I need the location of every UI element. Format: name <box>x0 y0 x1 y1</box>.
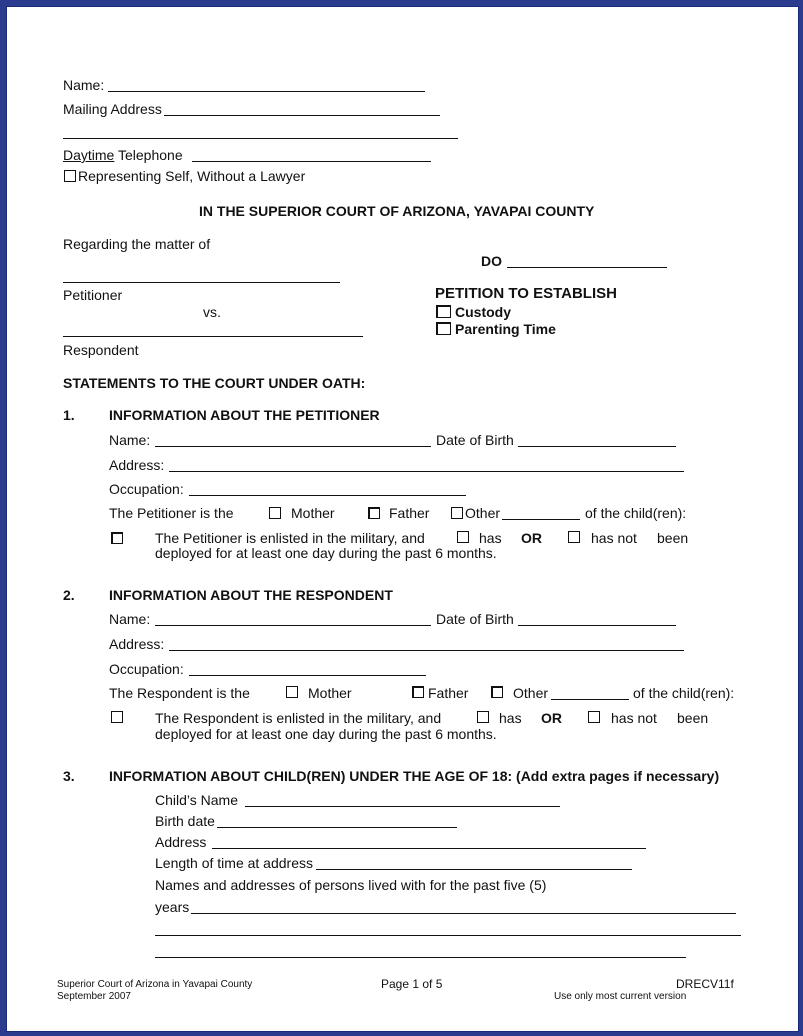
petitioner-has-not-checkbox[interactable] <box>568 531 580 543</box>
header-telephone-label <box>63 147 183 163</box>
respondent-father-label: Father <box>428 685 469 701</box>
petitioner-occupation-label: Occupation: <box>109 481 184 497</box>
petitioner-has-checkbox[interactable] <box>457 531 469 543</box>
footer-court-line1: Superior Court of Arizona in Yavapai County <box>57 979 253 990</box>
petitioner-father-label: Father <box>389 505 430 521</box>
petitioner-deployed-text: deployed for at least one day during the past 6 months. <box>155 545 497 561</box>
petitioner-military-checkbox[interactable] <box>111 532 123 544</box>
footer-page-number: Page 1 of 5 <box>381 977 443 991</box>
telephone-word: Telephone <box>118 147 183 163</box>
header-name-line[interactable] <box>108 91 425 92</box>
section3-heading: INFORMATION ABOUT CHILD(REN) UNDER THE AGE OF 18: (Add extra pages if necessary) <box>109 768 720 784</box>
length-at-address-label: Length of time at address <box>155 855 313 871</box>
representing-self-label: Representing Self, Without a Lawyer <box>78 168 306 184</box>
form-page <box>6 6 799 1032</box>
respondent-has-label: has <box>499 710 522 726</box>
petitioner-other-checkbox[interactable] <box>451 507 463 519</box>
respondent-deployed-text: deployed for at least one day during the past 6 months. <box>155 726 497 742</box>
respondent-address-field[interactable] <box>169 650 684 651</box>
petitioner-mother-checkbox[interactable] <box>269 507 281 519</box>
respondent-military-checkbox[interactable] <box>111 711 123 723</box>
vs-label: vs. <box>203 304 221 320</box>
respondent-occupation-field[interactable] <box>189 675 426 676</box>
respondent-mother-checkbox[interactable] <box>286 686 298 698</box>
respondent-name-field[interactable] <box>155 625 431 626</box>
custody-checkbox[interactable] <box>436 305 451 318</box>
child-birth-date-label: Birth date <box>155 813 215 829</box>
header-telephone-line[interactable] <box>192 161 431 162</box>
length-at-address-field[interactable] <box>316 869 632 870</box>
petitioner-mother-label: Mother <box>291 505 335 521</box>
petitioner-address-field[interactable] <box>169 471 684 472</box>
respondent-mother-label: Mother <box>308 685 352 701</box>
section1-number: 1. <box>63 407 75 423</box>
years-field-line-2[interactable] <box>155 935 741 936</box>
respondent-been-label: been <box>677 710 709 726</box>
statements-heading: STATEMENTS TO THE COURT UNDER OATH: <box>63 375 366 391</box>
petitioner-other-label: Other <box>465 505 501 521</box>
header-name-label: Name: <box>63 77 105 93</box>
petitioner-has-not-label: has not <box>591 530 637 546</box>
respondent-line[interactable] <box>63 336 363 337</box>
petitioner-been-label: been <box>657 530 689 546</box>
respondent-military-text: The Respondent is enlisted in the military, and <box>155 710 442 726</box>
childs-name-label: Child’s Name <box>155 792 238 808</box>
respondent-dob-label: Date of Birth <box>436 611 514 627</box>
respondent-other-field[interactable] <box>551 699 629 700</box>
respondent-name-label: Name: <box>109 611 151 627</box>
parenting-time-label: Parenting Time <box>455 321 556 337</box>
do-label: DO <box>481 253 502 269</box>
petitioner-address-label: Address: <box>109 457 165 473</box>
respondent-other-checkbox[interactable] <box>491 686 503 698</box>
child-address-label: Address <box>155 834 207 850</box>
representing-self-checkbox[interactable] <box>64 170 76 182</box>
footer-version-note: Use only most current version <box>554 991 687 1002</box>
petitioner-dob-field[interactable] <box>518 446 676 447</box>
years-field-line-3[interactable] <box>155 957 686 958</box>
respondent-label: Respondent <box>63 342 139 358</box>
respondent-occupation-label: Occupation: <box>109 661 184 677</box>
petitioner-name-field[interactable] <box>155 446 431 447</box>
section3-number: 3. <box>63 768 75 784</box>
parenting-time-checkbox[interactable] <box>436 322 451 335</box>
petitioner-or-label: OR <box>521 530 542 546</box>
respondent-dob-field[interactable] <box>518 625 676 626</box>
childs-name-field[interactable] <box>245 806 560 807</box>
child-birth-date-field[interactable] <box>217 827 457 828</box>
court-title: IN THE SUPERIOR COURT OF ARIZONA, YAVAPAI COUNTY <box>199 203 595 219</box>
petitioner-role-intro: The Petitioner is the <box>109 505 234 521</box>
petitioner-has-label: has <box>479 530 502 546</box>
custody-label: Custody <box>455 304 511 320</box>
daytime-word: Daytime <box>63 147 115 163</box>
petition-title: PETITION TO ESTABLISH <box>435 285 617 302</box>
years-label: years <box>155 899 190 915</box>
petitioner-dob-label: Date of Birth <box>436 432 514 448</box>
footer-form-code: DRECV11f <box>676 977 734 991</box>
header-address-line-2[interactable] <box>63 138 458 139</box>
respondent-has-checkbox[interactable] <box>477 711 489 723</box>
petitioner-military-text: The Petitioner is enlisted in the military, and <box>155 530 425 546</box>
header-mailing-address-label: Mailing Address <box>63 101 162 117</box>
respondent-has-not-label: has not <box>611 710 657 726</box>
petitioner-other-field[interactable] <box>502 519 580 520</box>
child-address-field[interactable] <box>212 848 646 849</box>
section2-heading: INFORMATION ABOUT THE RESPONDENT <box>109 587 393 603</box>
header-mailing-address-line[interactable] <box>164 115 440 116</box>
petitioner-father-checkbox[interactable] <box>368 507 380 519</box>
section1-heading: INFORMATION ABOUT THE PETITIONER <box>109 407 380 423</box>
petitioner-line[interactable] <box>63 282 340 283</box>
petitioner-name-label: Name: <box>109 432 151 448</box>
respondent-role-intro: The Respondent is the <box>109 685 250 701</box>
respondent-other-label: Other <box>513 685 549 701</box>
do-number-line[interactable] <box>507 267 667 268</box>
respondent-of-children-label: of the child(ren): <box>633 685 735 701</box>
years-field-line-1[interactable] <box>191 913 736 914</box>
section2-number: 2. <box>63 587 75 603</box>
names-addresses-label: Names and addresses of persons lived with for the past five (5) <box>155 877 547 893</box>
respondent-or-label: OR <box>541 710 562 726</box>
petitioner-label: Petitioner <box>63 287 123 303</box>
petitioner-of-children-label: of the child(ren): <box>585 505 687 521</box>
petitioner-occupation-field[interactable] <box>189 495 466 496</box>
respondent-address-label: Address: <box>109 636 165 652</box>
respondent-father-checkbox[interactable] <box>412 686 424 698</box>
respondent-has-not-checkbox[interactable] <box>588 711 600 723</box>
footer-court-line2: September 2007 <box>57 991 131 1002</box>
regarding-label: Regarding the matter of <box>63 236 211 252</box>
